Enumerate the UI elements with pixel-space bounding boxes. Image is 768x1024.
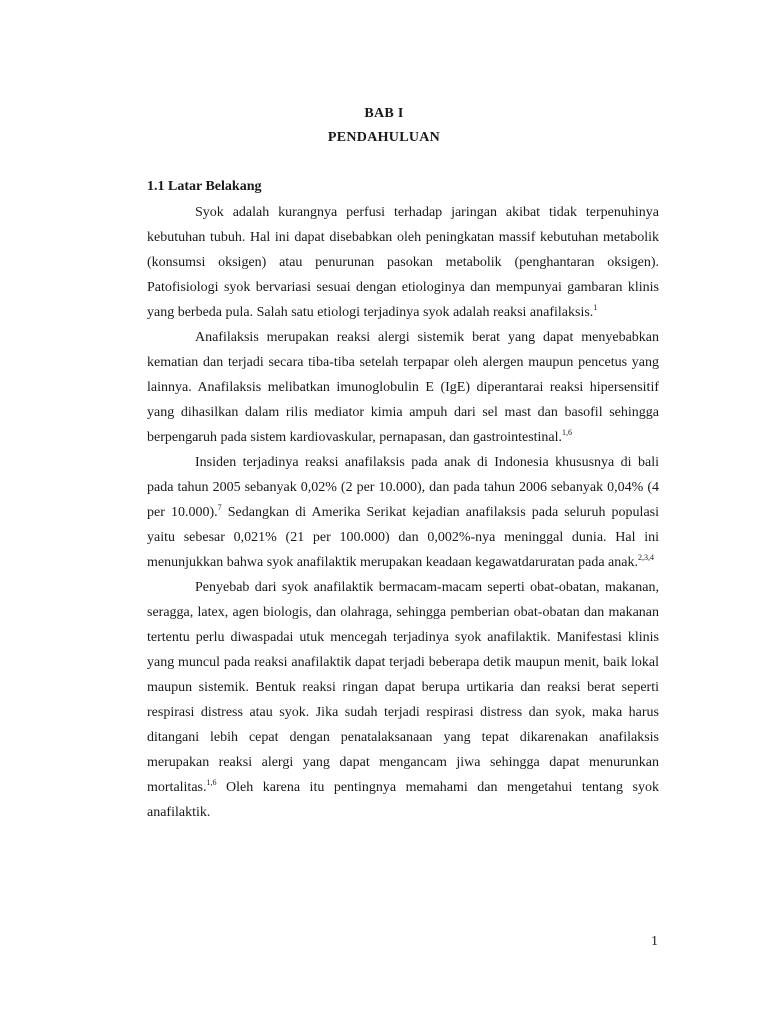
paragraph (147, 450, 659, 575)
citation-ref: 2,3,4 (637, 553, 654, 562)
citation-ref: 7 (217, 503, 222, 512)
citation-ref: 1 (593, 303, 598, 312)
paragraph-text: Anafilaksis merupakan reaksi alergi sistemik berat yang dapat menyebabkan kematian dan terjadi secara tiba-tiba setelah terpapar oleh alergen maupun pencetus yang lainnya. Anafilaksis melibatkan imunoglobulin E (IgE) diperantarai reaksi hipersensitif yang dihasilkan dalam rilis mediator kimia ampuh dari sel mast dan basofil sehingga berpengaruh pada sistem kardiovaskular, pernapasan, dan gastrointestinal. (147, 330, 659, 445)
citation-ref: 1,6 (562, 428, 573, 437)
paragraph-text: Syok adalah kurangnya perfusi terhadap jaringan akibat tidak terpenuhinya kebutuhan tubuh. Hal ini dapat disebabkan oleh peningkatan massif kebutuhan metabolik (konsumsi oksigen) atau penurunan pasokan metabolik (penghantaran oksigen). Patofisiologi syok bervariasi sesuai dengan etiologinya dan mempunyai gambaran klinis yang berbeda pula. Salah satu etiologi terjadinya syok adalah reaksi anafilaksis. (147, 205, 659, 320)
chapter-number: BAB I (364, 106, 404, 121)
paragraph (147, 325, 659, 450)
body-text (147, 200, 659, 825)
paragraph (147, 200, 659, 325)
paragraph-text: Insiden terjadinya reaksi anafilaksis pada anak di Indonesia khususnya di bali pada tahun 2005 sebanyak 0,02% (2 per 10.000), dan pada tahun 2006 sebanyak 0,04% (4 per 10.000). (147, 455, 659, 520)
paragraph (147, 575, 659, 825)
section-heading: 1.1 Latar Belakang (147, 179, 262, 194)
paragraph-text: Penyebab dari syok anafilaktik bermacam-macam seperti obat-obatan, makanan, seragga, latex, agen biologis, dan olahraga, sehingga pemberian obat-obatan dan makanan tertentu perlu diwaspadai utuk mencegah terjadinya syok anafilaktik. Manifestasi klinis yang muncul pada reaksi anafilaktik dapat terjadi beberapa detik maupun menit, baik lokal maupun sistemik. Bentuk reaksi ringan dapat berupa urtikaria dan reaksi berat seperti respirasi distress atau syok. Jika sudah terjadi respirasi distress dan syok, maka harus ditangani lebih cepat dengan penatalaksanaan yang tepat dikarenakan anafilaksis merupakan reaksi alergi yang dapat mengancam jiwa sehingga dapat menurunkan mortalitas. (147, 580, 659, 795)
page-number: 1 (651, 934, 658, 949)
chapter-title: PENDAHULUAN (327, 130, 441, 145)
paragraph-text-continued: Oleh karena itu pentingnya memahami dan mengetahui tentang syok anafilaktik. (147, 780, 659, 820)
paragraph-text-continued: Sedangkan di Amerika Serikat kejadian anafilaksis pada seluruh populasi yaitu sebesar 0,021% (21 per 100.000) dan 0,002%-nya meninggal dunia. Hal ini menunjukkan bahwa syok anafilaktik merupakan keadaan kegawatdaruratan pada anak. (147, 505, 659, 570)
citation-ref: 1,6 (206, 778, 217, 787)
